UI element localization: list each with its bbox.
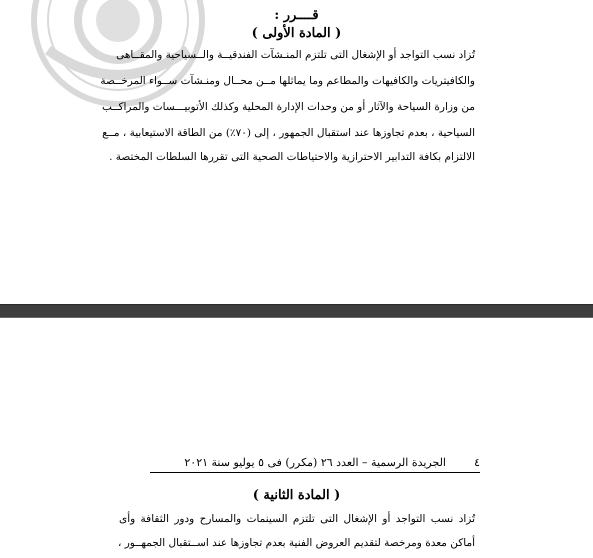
article-1-line-4: السياحية ، بعدم تجاوزها عند استقبال الجمهور ، إلى (٧٠٪) من الطاقة الاستيعابية ، مــع <box>102 127 475 139</box>
article-1-line-5: الالتزام بكافة التدابير الاحترازية والاحتياطات الصحية التى تقررها السلطات المختصة . <box>109 151 475 163</box>
article-1-line-1: تُزاد نسب التواجد أو الإشغال التى تلتزم المنـشآت الفندقيــة والــسياحية والمقــاهى <box>116 49 475 61</box>
article-1-line-2: والكافيتريات والكافيهات والمطاعم وما يماثلها مــن محــال ومنـشآت ســواء المرخــصة <box>100 75 475 87</box>
article-2-line-2: أماكن معدة ومرخصة لتقديم العروض الفنية بعدم تجاوزها عند اســتقبال الجمهــور ، <box>117 537 475 549</box>
article-2-heading: ( المادة الثانية ) <box>252 488 341 503</box>
running-header-title: الجريدة الرسمية – العدد ٢٦ (مكرر) فى ٥ يوليو سنة ٢٠٢١ <box>184 456 446 469</box>
page-separator <box>0 304 593 318</box>
decree-heading: قــــرر : <box>274 8 319 23</box>
article-1-line-3: من وزارة السياحة والآثار أو من وحدات الإدارة المحلية وكذلك الأتوبيـــسات والمراكــب <box>102 101 475 113</box>
page-number: ٤ <box>474 456 480 469</box>
article-1-heading: ( المادة الأولى ) <box>251 26 342 41</box>
running-header <box>150 454 480 473</box>
article-2-line-1: تُزاد نسب التواجد أو الإشغال التى تلتزم السينمات والمسارح ودور الثقافة وأى <box>119 513 475 525</box>
document-page-bottom <box>0 318 593 558</box>
